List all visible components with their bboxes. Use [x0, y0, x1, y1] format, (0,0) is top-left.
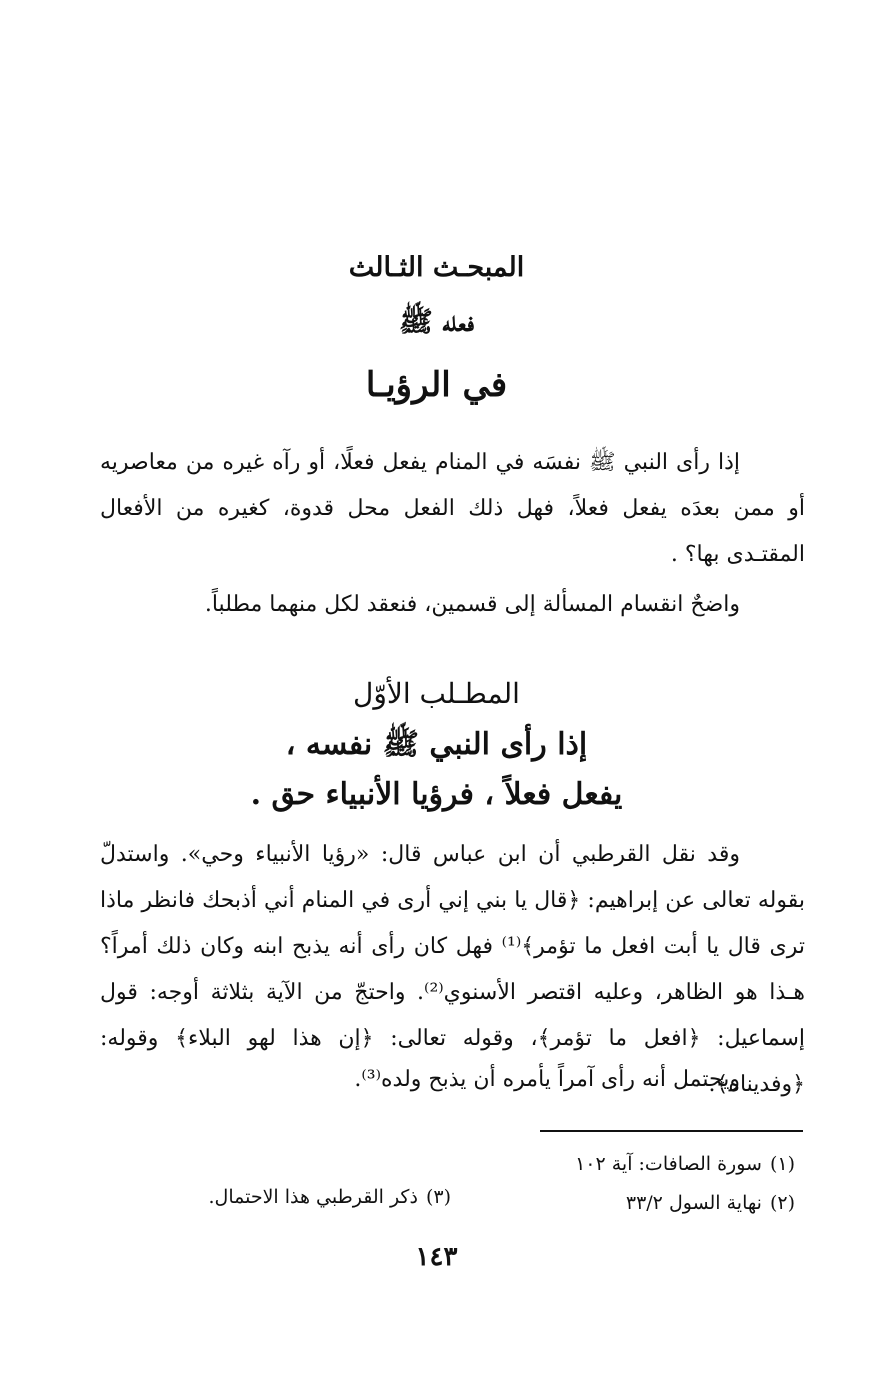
- page-number: ١٤٣: [415, 1242, 458, 1272]
- chapter-title-line2: في الرؤيـا: [365, 365, 508, 405]
- footnote-text: سورة الصافات: آية ١٠٢: [575, 1153, 762, 1175]
- paragraph-intro: إذا رأى النبي ﷺ نفسَه في المنام يفعل فعلًا، أو رآه غيره من معاصريه أو ممن بعدَه يفعل فعلاً، فهل ذلك الفعل محل قدوة، كغيره من الأفعال المقتـدى بها؟ .: [100, 450, 805, 567]
- footnote-text: ذكر القرطبي هذا الاحتمال.: [208, 1186, 418, 1208]
- footnote-1: [575, 1153, 795, 1175]
- footnote-number: (٣): [425, 1186, 451, 1208]
- footnote-number: (٢): [769, 1192, 795, 1214]
- paragraph-division: واضحٌ انقسام المسألة إلى قسمين، فنعقد لكل منهما مطلباً.: [204, 592, 740, 617]
- footnote-number: (١): [769, 1153, 795, 1175]
- subsection-title-line1: إذا رأى النبي ﷺ نفسه ،: [285, 727, 588, 762]
- footnote-divider: [540, 1130, 803, 1132]
- footnote-3: [208, 1186, 451, 1208]
- subsection-title-line2: يفعل فعلاً ، فرؤيا الأنبياء حق .: [250, 777, 623, 812]
- section-heading: المبحـث الثـالث: [348, 252, 525, 283]
- paragraph-qurtubi: وقد نقل القرطبي أن ابن عباس قال: «رؤيا الأنبياء وحي». واستدلّ بقوله تعالى عن إبراهيم: ﴿قال يا بني إني أرى في المنام أني أذبحك فانظر ماذا ترى قال يا أبت افعل ما تؤمر﴾⁽¹⁾ فهل كان رأى أنه يذبح ابنه وكان ذلك أمراً؟ هـذا هو الظاهر، وعليه اقتصر الأسنوي⁽²⁾. واحتجّ من الآية بثلاثة أوجه: قول إسماعيل: ﴿افعل ما تؤمر﴾، وقوله تعالى: ﴿إن هذا لهو البلاء﴾ وقوله: ﴿وفديناه﴾.: [100, 842, 805, 1097]
- footnote-2: [626, 1192, 795, 1214]
- footnote-text: نهاية السول ٣٣/٢: [625, 1192, 762, 1214]
- subsection-heading: المطـلب الأوّل: [353, 677, 520, 710]
- paragraph-possibility: ويحتمل أنه رأى آمراً يأمره أن يذبح ولده⁽³⁾.: [354, 1067, 740, 1092]
- chapter-title-line1: فعله ﷺ: [399, 305, 474, 338]
